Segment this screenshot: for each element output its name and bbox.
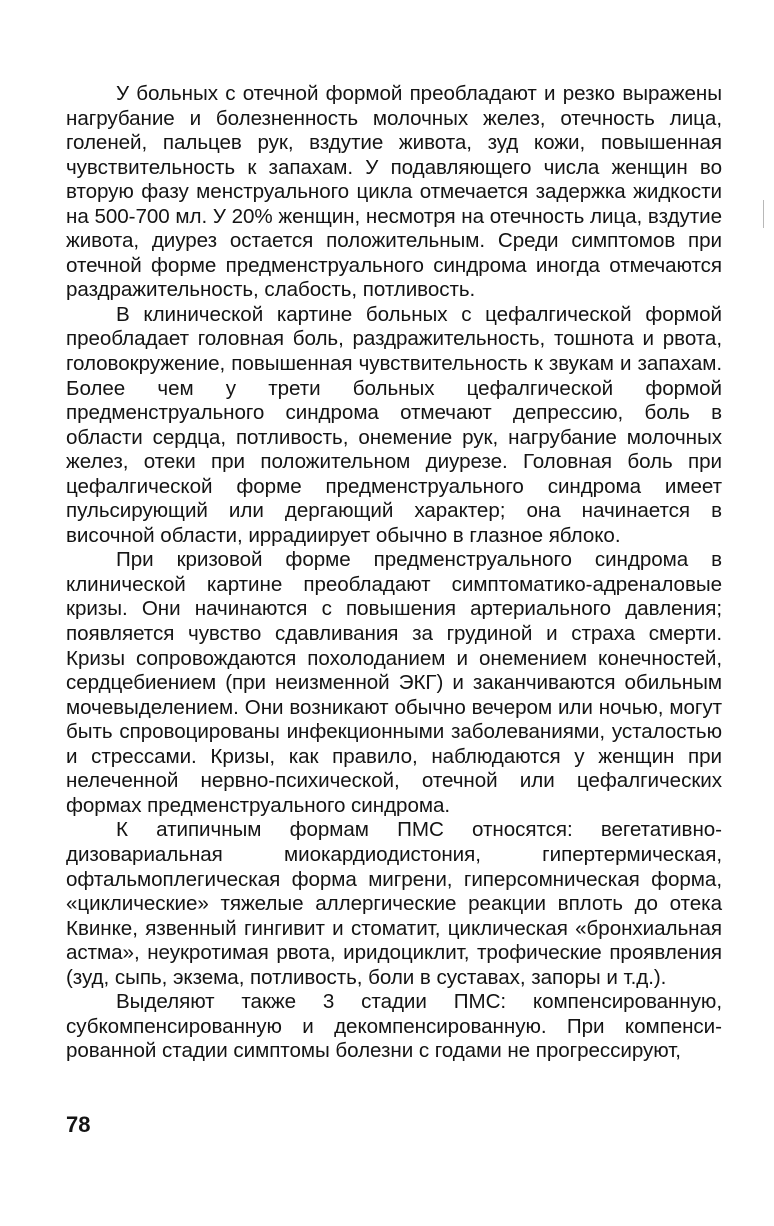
page-body [66,82,722,1064]
page-number: 78 [66,1112,91,1137]
paragraph-crisis-form: При кризовой форме предменструального синдрома в клинической картине преобладают симптоматико-адреналовые кризы. Они начинаются с повышения артериального давления; появляется чувство сдавливания за грудиной и страха смерти. Кризы сопровождаются похолоданием и онемением конечностей, сердцебиением (при неизменной ЭКГ) и заканчиваются обильным мочевыделением. Они возникают обычно вечером или ночью, могут быть спровоцированы инфекционными заболеваниями, усталостью и стрессами. Кризы, как правило, наблюдаются у женщин при нелеченной нервно-психической, отечной или цефалгических формах предменструального синдрома. [66,548,722,817]
paragraph-atypical-forms: К атипичным формам ПМС относятся: вегетативно-дизовариальная миокардиодистония, гипертермическая, офтальмоплегическая форма мигрени, гиперсомническая форма, «циклические» тяжелые аллергические реакции вплоть до отека Квинке, язвенный гингивит и стоматит, циклическая «бронхиальная астма», неукротимая рвота, иридоциклит, трофические проявления (зуд, сыпь, экзема, потливость, боли в суставах, запоры и т.д.). [66,818,722,989]
margin-scan-mark [763,200,764,228]
paragraph-edematous-form: У больных с отечной формой преобладают и резко выражены нагрубание и болезненность молочных желез, отечность лица, голеней, пальцев рук, вздутие живота, зуд кожи, повышенная чувствительность к запахам. У подавляющего числа женщин во вторую фазу менструального цикла отмечается задержка жидкости на 500-700 мл. У 20% женщин, несмотря на отечность лица, вздутие живота, диурез остается положительным. Среди симптомов при отечной форме предменструального синдрома иногда отмечаются раздражительность, слабость, потливость. [66,82,722,302]
paragraph-cephalgic-form: В клинической картине больных с цефалгической формой преобладает головная боль, раздражительность, тошнота и рвота, головокружение, повышенная чувствительность к звукам и запахам. Более чем у трети больных цефалгической формой предменструального синдрома отмечают депрессию, боль в области сердца, потливость, онемение рук, нагрубание молочных желез, отеки при положительном диурезе. Головная боль при цефалгической форме предменструального синдрома имеет пульсирующий или дергающий характер; она начинается в височной области, иррадиирует обычно в глазное яблоко. [66,302,722,547]
paragraph-stages: Выделяют также 3 стадии ПМС: компенсированную, субкомпенсированную и декомпенсированную. При компенсированной стадии симптомы болезни с годами не прогрессируют, [66,990,722,1063]
